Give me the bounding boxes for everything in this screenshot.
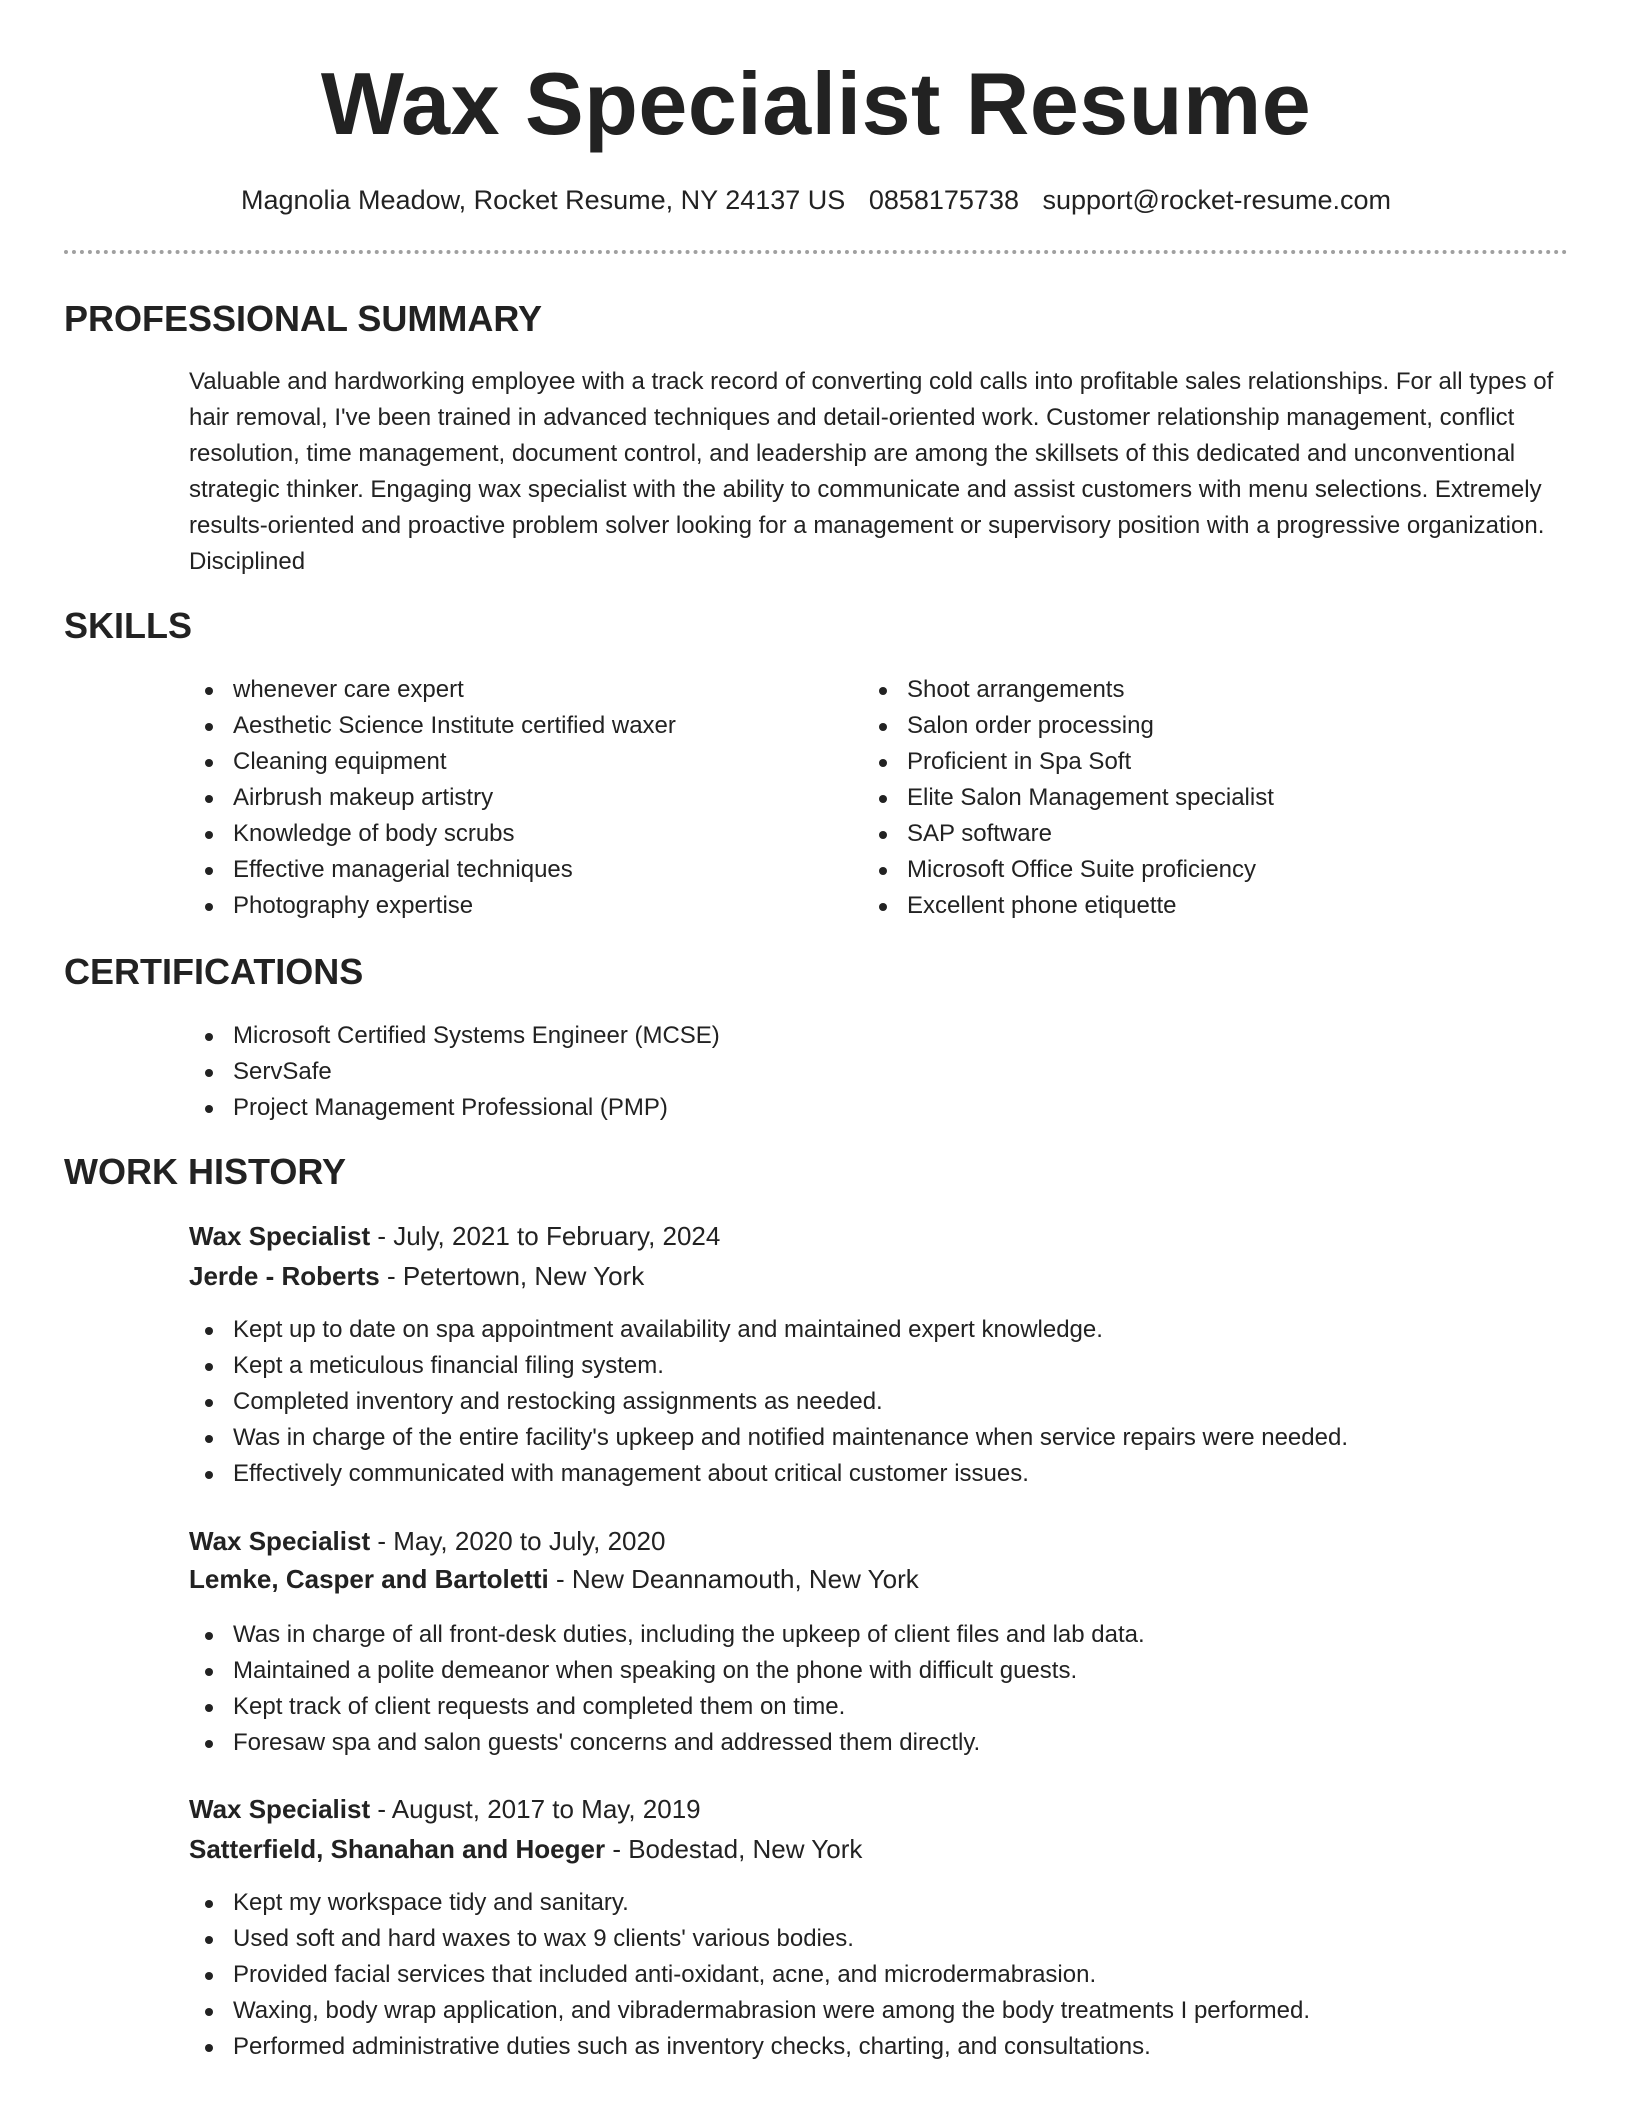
job-dates: - May, 2020 to July, 2020 (370, 1526, 666, 1556)
job-title: Wax Specialist (189, 1221, 371, 1251)
job-company-line (189, 1561, 919, 1597)
list-item: Photography expertise (189, 888, 676, 924)
list-item: Provided facial services that included anti-oxidant, acne, and microdermabrasion. (189, 1957, 1310, 1993)
job-title: Wax Specialist (189, 1526, 371, 1556)
job-bullets (189, 1617, 1145, 1761)
list-item: Maintained a polite demeanor when speaking on the phone with difficult guests. (189, 1653, 1145, 1689)
list-item: Kept my workspace tidy and sanitary. (189, 1885, 1310, 1921)
job-bullets (189, 1885, 1310, 2065)
list-item: Performed administrative duties such as inventory checks, charting, and consultations. (189, 2029, 1310, 2065)
job-dates: - July, 2021 to February, 2024 (370, 1221, 721, 1251)
contact-email: support@rocket-resume.com (1042, 185, 1392, 215)
job-location: - Bodestad, New York (605, 1834, 863, 1864)
certifications-heading: CERTIFICATIONS (64, 951, 364, 992)
list-item: Microsoft Certified Systems Engineer (MCSE) (189, 1018, 720, 1054)
list-item: Kept a meticulous financial filing system. (189, 1348, 1348, 1384)
job-company-line (189, 1258, 644, 1294)
list-item: Waxing, body wrap application, and vibradermabrasion were among the body treatments I performed. (189, 1993, 1310, 2029)
list-item: Kept up to date on spa appointment availability and maintained expert knowledge. (189, 1312, 1348, 1348)
header-divider (64, 250, 1568, 254)
list-item: Proficient in Spa Soft (863, 744, 1274, 780)
work-history-heading: WORK HISTORY (64, 1151, 347, 1192)
summary-text: Valuable and hardworking employee with a track record of converting cold calls into profitable sales relationships. For all types of hair removal, I've been trained in advanced techniques and detail-oriented work. Customer relationship management, conflict resolution, time management, document control, and leadership are among the skillsets of this dedicated and unconventional strategic thinker. Engaging wax specialist with the ability to communicate and assist customers with menu selections. Extremely results-oriented and proactive problem solver looking for a management or supervisory position with a progressive organization. Disciplined (189, 368, 1554, 575)
list-item: Microsoft Office Suite proficiency (863, 852, 1274, 888)
job-company-line (189, 1831, 862, 1867)
list-item: ServSafe (189, 1054, 720, 1090)
contact-info (0, 182, 1632, 218)
summary-heading: PROFESSIONAL SUMMARY (64, 298, 543, 339)
job-company: Lemke, Casper and Bartoletti (189, 1564, 549, 1594)
list-item: Knowledge of body scrubs (189, 816, 676, 852)
list-item: Was in charge of all front-desk duties, including the upkeep of client files and lab data. (189, 1617, 1145, 1653)
list-item: Effective managerial techniques (189, 852, 676, 888)
job-location: - New Deannamouth, New York (548, 1564, 919, 1594)
skills-list-right (863, 672, 1274, 924)
job-location: - Petertown, New York (379, 1261, 645, 1291)
list-item: Foresaw spa and salon guests' concerns and addressed them directly. (189, 1725, 1145, 1761)
list-item: Airbrush makeup artistry (189, 780, 676, 816)
list-item: Excellent phone etiquette (863, 888, 1274, 924)
list-item: Cleaning equipment (189, 744, 676, 780)
list-item: SAP software (863, 816, 1274, 852)
list-item: whenever care expert (189, 672, 676, 708)
skills-heading: SKILLS (64, 605, 193, 646)
page-title: Wax Specialist Resume (320, 54, 1312, 153)
list-item: Elite Salon Management specialist (863, 780, 1274, 816)
list-item: Used soft and hard waxes to wax 9 clients' various bodies. (189, 1921, 1310, 1957)
job-company: Satterfield, Shanahan and Hoeger (189, 1834, 606, 1864)
contact-address: Magnolia Meadow, Rocket Resume, NY 24137 US (240, 185, 846, 215)
list-item: Salon order processing (863, 708, 1274, 744)
certifications-list (189, 1018, 720, 1126)
job-title-line (189, 1791, 701, 1827)
job-bullets (189, 1312, 1348, 1492)
list-item: Was in charge of the entire facility's upkeep and notified maintenance when service repairs were needed. (189, 1420, 1348, 1456)
job-title-line (189, 1523, 665, 1559)
job-company: Jerde - Roberts (189, 1261, 380, 1291)
contact-phone: 0858175738 (868, 185, 1019, 215)
list-item: Aesthetic Science Institute certified waxer (189, 708, 676, 744)
list-item: Project Management Professional (PMP) (189, 1090, 720, 1126)
job-title-line (189, 1218, 720, 1254)
list-item: Effectively communicated with management about critical customer issues. (189, 1456, 1348, 1492)
list-item: Completed inventory and restocking assignments as needed. (189, 1384, 1348, 1420)
job-dates: - August, 2017 to May, 2019 (370, 1794, 701, 1824)
list-item: Kept track of client requests and completed them on time. (189, 1689, 1145, 1725)
job-title: Wax Specialist (189, 1794, 371, 1824)
list-item: Shoot arrangements (863, 672, 1274, 708)
skills-list-left (189, 672, 676, 924)
